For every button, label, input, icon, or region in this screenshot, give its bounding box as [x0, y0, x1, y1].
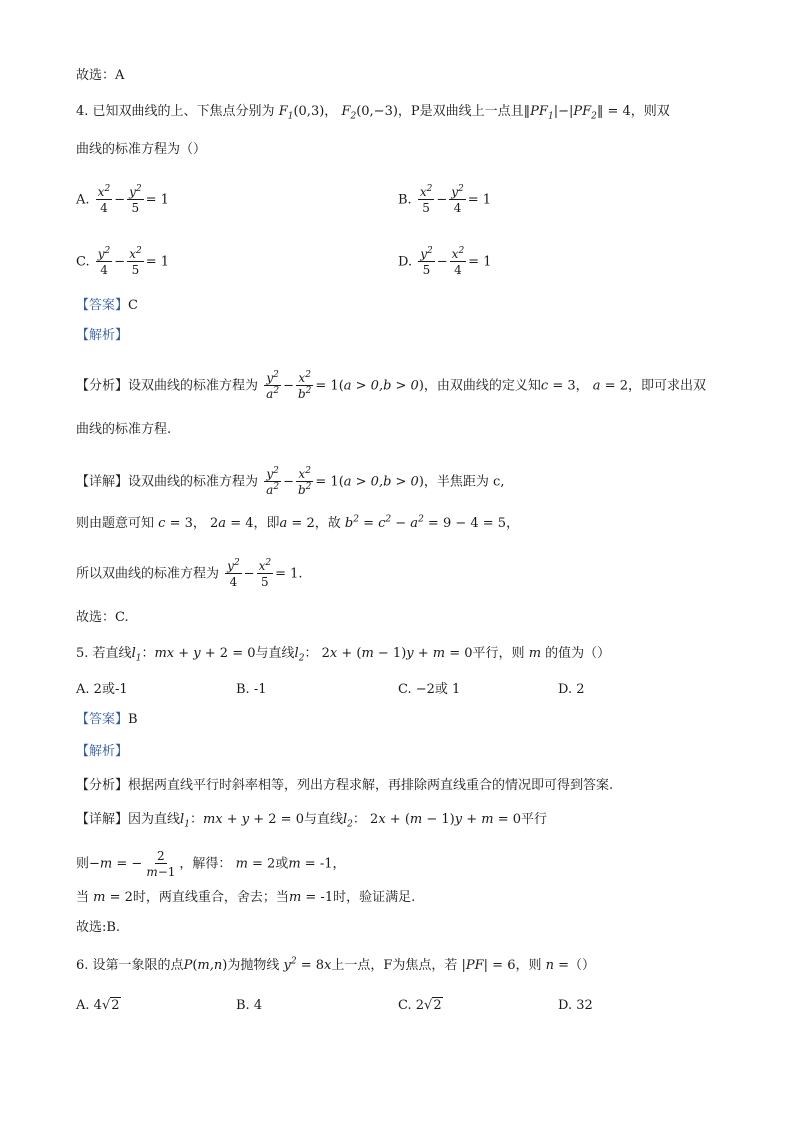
q5-m: m: [528, 646, 542, 661]
q4-xj2-text-c: ，故: [314, 516, 341, 531]
q4-analysis-line: [76, 326, 128, 346]
q6-stem-line: [76, 956, 595, 976]
q4-fenxi-text-b: ，由双曲线的定义知: [423, 378, 541, 394]
q5-answer-line: [76, 710, 138, 730]
q5-xiangjie-line3: [76, 888, 415, 908]
q4-fenxi-text-d: 曲线的标准方程.: [76, 422, 172, 437]
q4-fenxi-line1: 【分析】设双曲线的标准方程为 $\frac{y^2}{a^2}$ − $\frac{x^2}{b^2}$ = 1(a > 0,b > 0)，由双曲线的定义知c = 3， a = 2，即可求出双: [76, 370, 706, 401]
q4-fenxi-frac1: $\frac{y^2}{a^2}$: [266, 370, 280, 401]
q5-l1: $l_1$: [131, 646, 142, 664]
q4-xj2-b2: $b^2 = c^2 - a^2 = 9 - 4 = 5$: [344, 514, 507, 531]
q6-option-c-value: 2√2: [415, 998, 442, 1013]
q6-point: P(m,n): [183, 958, 228, 973]
q4-xj3-text-a: 所以双曲线的标准方程为: [76, 566, 220, 582]
q5-xj2-text-c: 或: [275, 856, 289, 872]
q6-option-d-label: D.: [558, 998, 573, 1013]
q5-stem-line: 5. 若直线$l_1$：mx + y + 2 = 0与直线$l_2$： 2x + (m − 1)y + m = 0平行，则 m 的值为（）: [76, 646, 611, 664]
q5-xj-l1-eq: mx + y + 2 = 0: [202, 812, 304, 827]
q5-text-b: 与直线: [255, 646, 295, 661]
q4-condition: $‖PF_1|-|PF_2‖ = 4$: [523, 104, 631, 122]
q6-pf: |PF| = 6: [461, 958, 516, 973]
q4-analysis-tag: 【解析】: [76, 328, 129, 343]
q5-xj-text-c: 平行: [521, 812, 548, 827]
q4-xj-frac2: $\frac{x^2}{b^2}$: [297, 466, 312, 497]
q6-text-e: （）: [569, 958, 596, 973]
q6-text-a: 设第一象限的点: [92, 958, 184, 973]
q4-fenxi-a: a = 2: [592, 378, 628, 394]
q5-xiangjie-tag: 【详解】: [76, 812, 129, 827]
q4-option-c[interactable]: C. $\frac{y^2}{4}$ − $\frac{x^2}{5}$ = 1: [76, 246, 169, 277]
q5-l2: $l_2$: [294, 646, 305, 664]
q6-number: 6.: [76, 958, 89, 973]
q6-option-d[interactable]: [558, 996, 593, 1016]
q4-xj-frac1: $\frac{y^2}{a^2}$: [266, 466, 280, 497]
q6-option-a-label: A.: [76, 998, 90, 1013]
q5-end-text: 故选:B.: [76, 920, 121, 935]
q5-l1-eq: mx + y + 2 = 0: [154, 646, 256, 661]
q5-xj2-frac: $\frac{2}{m-1}$: [146, 849, 176, 879]
q5-option-c[interactable]: [398, 680, 460, 700]
q5-option-b-value: -1: [253, 682, 267, 697]
q4-option-d-frac1: $\frac{y^2}{5}$: [420, 246, 433, 277]
q4-text-d: 曲线的标准方程为（）: [76, 142, 207, 157]
q5-fenxi-tag: 【分析】: [76, 778, 129, 793]
q4-option-a-label: A.: [76, 192, 90, 208]
q4-xj2-2a: 2a = 4: [210, 516, 254, 531]
q4-option-c-label: C.: [76, 254, 90, 270]
q5-xj-l1: $l_1$: [180, 812, 190, 830]
q5-option-a[interactable]: [76, 680, 128, 700]
q6-option-c[interactable]: [398, 996, 443, 1016]
q5-text-d: 的值为（）: [545, 646, 611, 661]
q4-option-b-frac1: $\frac{x^2}{5}$: [419, 184, 433, 215]
q6-option-d-value: 32: [576, 998, 593, 1013]
q5-l2-eq: 2x + (m − 1)y + m = 0: [321, 646, 473, 661]
q5-xj-l2-eq: 2x + (m − 1)y + m = 0: [370, 812, 521, 827]
q5-option-b-label: B.: [236, 682, 250, 697]
q6-option-a[interactable]: [76, 996, 121, 1016]
q5-xj3-m-neg1: m = -1: [288, 890, 334, 905]
q4-fenxi-c: c = 3: [540, 378, 576, 394]
q4-fenxi-cond: (a > 0,b > 0): [338, 378, 424, 394]
q4-xj2-text-b: ，即: [253, 516, 280, 531]
q6-text-b: 为抛物线: [227, 958, 280, 973]
q4-xj-text-a: 设双曲线的标准方程为: [128, 474, 259, 490]
q4-answer-line: [76, 296, 138, 316]
q4-xj2-c: c = 3: [158, 516, 193, 531]
q6-text-c: 上一点，F为焦点，若: [331, 958, 458, 973]
q4-option-b-label: B.: [398, 192, 412, 208]
q4-fenxi-tag: 【分析】: [76, 378, 129, 394]
q4-xj3-frac2: $\frac{x^2}{5}$: [258, 558, 272, 589]
q4-option-a-frac2: $\frac{y^2}{5}$: [129, 184, 142, 215]
q4-text-b: ，P是双曲线上一点且: [397, 104, 524, 119]
q5-answer-tag: 【答案】: [76, 712, 129, 727]
q4-xj-cond: (a > 0,b > 0): [338, 474, 424, 490]
q6-n: n =: [545, 958, 570, 973]
q4-end-line: [76, 608, 129, 628]
q4-fenxi-line2: [76, 420, 171, 440]
q5-xj2-text-b: ，解得：: [179, 856, 232, 872]
q5-fenxi-text: 根据两直线平行时斜率相等，列出方程求解，再排除两直线重合的情况即可得到答案.: [128, 778, 614, 793]
q5-answer-value: B: [128, 712, 138, 727]
q5-xj-l2: $l_2$: [343, 812, 353, 830]
q5-option-c-value: −2或 1: [415, 682, 461, 697]
q5-option-a-label: A.: [76, 682, 90, 697]
q5-xj3-text-a: 当: [76, 890, 90, 905]
prev-answer-line: [76, 66, 124, 86]
q4-xiangjie-line2: 则由题意可知 c = 3， 2a = 4，即a = 2，故 $b^2 = c^2 - a^2 = 9 - 4 = 5$，: [76, 514, 520, 531]
prev-answer-text: 故选：A: [76, 68, 125, 83]
q4-fenxi-frac2: $\frac{x^2}{b^2}$: [297, 370, 312, 401]
q5-analysis-tag: 【解析】: [76, 744, 129, 759]
q5-xj3-text-b: 时，两直线重合，舍去；当: [132, 890, 289, 905]
q5-analysis-line: [76, 742, 128, 762]
q6-option-b[interactable]: [236, 996, 262, 1016]
q4-f1: $F_1(0,3)$: [278, 104, 325, 122]
q4-xiangjie-line1: 【详解】设双曲线的标准方程为 $\frac{y^2}{a^2}$ − $\frac{x^2}{b^2}$ = 1(a > 0,b > 0)，半焦距为 c,: [76, 466, 505, 497]
q5-xj3-text-c: 时，验证满足.: [333, 890, 416, 905]
q4-fenxi-text-a: 设双曲线的标准方程为: [128, 378, 259, 394]
q4-xj-text-b: ，半焦距为 c,: [423, 474, 505, 490]
q6-parabola: $y^2 = 8x$: [283, 956, 332, 973]
q4-text-c: ，则双: [630, 104, 670, 119]
q6-option-a-value: 4√2: [93, 998, 120, 1013]
q5-xj2-m-neg1: m = -1: [288, 856, 333, 872]
q5-option-d[interactable]: [558, 680, 585, 700]
q5-option-a-value: 2或-1: [93, 682, 128, 697]
q4-stem-line1: 4. 已知双曲线的上、下焦点分别为 $F_1(0,3)$， $F_2(0,-3)$，P是双曲线上一点且$‖PF_1|-|PF_2‖ = 4$，则双: [76, 104, 670, 122]
q6-option-b-value: 4: [253, 998, 263, 1013]
q4-option-a[interactable]: A. $\frac{x^2}{4}$ − $\frac{y^2}{5}$ = 1: [76, 184, 169, 215]
q4-option-d-frac2: $\frac{x^2}{4}$: [451, 246, 465, 277]
q5-option-d-value: 2: [576, 682, 585, 697]
q5-text-c: 平行，则: [472, 646, 525, 661]
q5-option-b[interactable]: [236, 680, 267, 700]
q4-option-b[interactable]: B. $\frac{x^2}{5}$ − $\frac{y^2}{4}$ = 1: [398, 184, 492, 215]
q4-xiangjie-tag: 【详解】: [76, 474, 129, 490]
q4-xj2-text-a: 则由题意可知: [76, 516, 155, 531]
q5-text-a: 若直线: [92, 646, 132, 661]
q6-option-c-label: C.: [398, 998, 412, 1013]
q4-option-d-label: D.: [398, 254, 413, 270]
q5-xj3-m2: m = 2: [93, 890, 133, 905]
q4-xj3-frac1: $\frac{y^2}{4}$: [227, 558, 240, 589]
q5-xiangjie-line2: 则−m = − $\frac{2}{m-1}$ ，解得： m = 2或m = -1，: [76, 849, 346, 879]
q5-number: 5.: [76, 646, 89, 661]
q4-f2: $F_2(0,-3)$: [341, 104, 398, 122]
q5-end-line: [76, 918, 120, 938]
q4-option-c-frac1: $\frac{y^2}{4}$: [97, 246, 111, 277]
q4-xj2-a: a = 2: [279, 516, 315, 531]
q4-option-d[interactable]: D. $\frac{y^2}{5}$ − $\frac{x^2}{4}$ = 1: [398, 246, 492, 277]
q4-answer-value: C: [128, 298, 138, 313]
q4-number: 4.: [76, 104, 89, 119]
q5-xj2-m2: m = 2: [235, 856, 276, 872]
q5-option-d-label: D.: [558, 682, 573, 697]
q6-text-d: ，则: [515, 958, 542, 973]
q5-xj2-neg-m: −m = −: [89, 856, 143, 872]
q4-fenxi-text-c: ，即可求出双: [627, 378, 706, 394]
q4-option-b-frac2: $\frac{y^2}{4}$: [451, 184, 464, 215]
q5-xiangjie-line1: 【详解】因为直线$l_1$：mx + y + 2 = 0与直线$l_2$： 2x + (m − 1)y + m = 0平行: [76, 812, 548, 830]
q5-xj-text-a: 因为直线: [128, 812, 181, 827]
q4-end-text: 故选：C.: [76, 610, 129, 625]
q5-xj-text-b: 与直线: [303, 812, 343, 827]
q5-fenxi-line: [76, 776, 613, 796]
q4-xiangjie-line3: 所以双曲线的标准方程为 $\frac{y^2}{4}$ − $\frac{x^2}{5}$ = 1.: [76, 558, 303, 589]
q5-xj2-text-a: 则: [76, 856, 90, 872]
q4-option-a-frac1: $\frac{x^2}{4}$: [97, 184, 111, 215]
q4-answer-tag: 【答案】: [76, 298, 129, 313]
q4-option-c-frac2: $\frac{x^2}{5}$: [129, 246, 142, 277]
q4-text-a: 已知双曲线的上、下焦点分别为: [92, 104, 275, 119]
q4-stem-line2: [76, 140, 206, 160]
q6-option-b-label: B.: [236, 998, 250, 1013]
q5-option-c-label: C.: [398, 682, 412, 697]
